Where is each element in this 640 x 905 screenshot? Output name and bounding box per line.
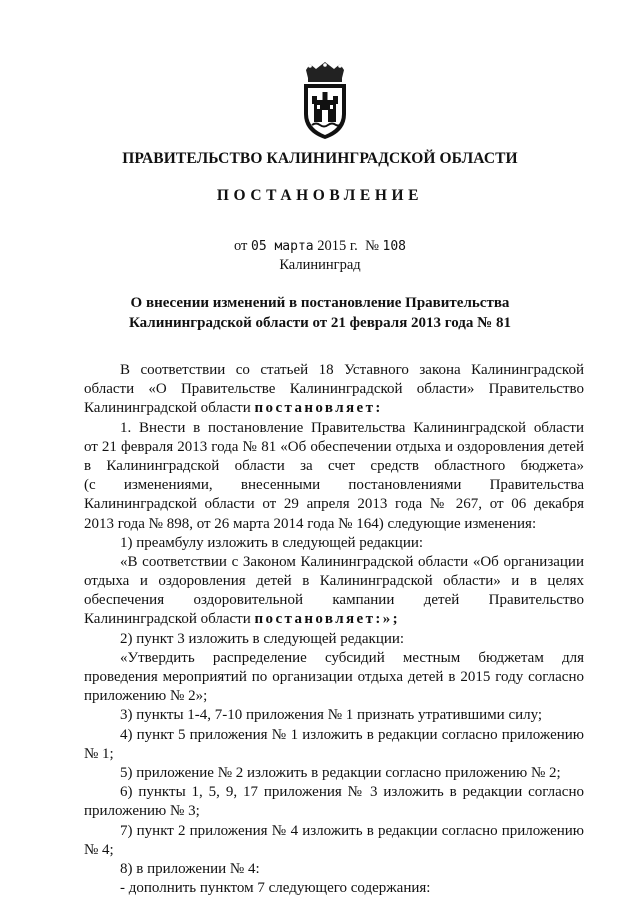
document-date-line (0, 238, 640, 255)
body-line: 1. Внести в постановление Правительства Калининградской области (120, 419, 584, 436)
body-line: (с изменениями, внесенными постановлениями Правительства (84, 477, 584, 494)
body-text: Калининградской области (84, 400, 255, 417)
body-line: № 4; (84, 841, 114, 858)
list-item: - дополнить пунктом 7 следующего содержания: (120, 880, 431, 897)
list-item: 7) пункт 2 приложения № 4 изложить в редакции согласно приложению (120, 822, 584, 839)
body-line: в Калининградской области за счет средств областного бюджета» (84, 457, 584, 474)
document-body (84, 361, 584, 898)
date-prefix: от (233, 238, 248, 254)
list-item: 6) пункты 1, 5, 9, 17 приложения № 3 изложить в редакции согласно (120, 784, 584, 801)
city: Калининград (279, 257, 361, 273)
document-title (0, 293, 640, 333)
title-line: Калининградской области от 21 февраля 2013 года № 81 (129, 315, 511, 331)
list-item: 2) пункт 3 изложить в следующей редакции: (120, 630, 405, 647)
list-item: 5) приложение № 2 изложить в редакции согласно приложению № 2; (120, 764, 561, 781)
body-line: области «О Правительстве Калининградской области» Правительство (84, 381, 584, 398)
title-line: О внесении изменений в постановление Правительства (130, 295, 510, 311)
body-line: от 21 февраля 2013 года № 81 «Об обеспечении отдыха и оздоровления детей (84, 438, 584, 455)
list-item: 4) пункт 5 приложения № 1 изложить в редакции согласно приложению (120, 726, 584, 743)
list-item: 1) преамбулу изложить в следующей редакции: (120, 534, 424, 551)
resolves-word: постановляет:»; (254, 611, 401, 628)
body-line: «В соответствии с Законом Калининградской области «Об организации (120, 553, 584, 570)
date-year: 2015 г. (317, 238, 358, 254)
body-line: Калининградской области от 29 апреля 2013 года № 267, от 06 декабря (84, 496, 584, 513)
list-item: 3) пункты 1-4, 7-10 приложения № 1 признать утратившими силу; (120, 707, 543, 724)
date-value: 05 марта (251, 239, 314, 254)
body-line: В соответствии со статьей 18 Уставного закона Калининградской (120, 362, 584, 378)
government-name: ПРАВИТЕЛЬСТВО КАЛИНИНГРАДСКОЙ ОБЛАСТИ (122, 150, 518, 167)
body-line (84, 399, 584, 418)
list-item: 8) в приложении № 4: (120, 860, 260, 877)
coat-of-arms-icon (296, 62, 354, 140)
body-line: «Утвердить распределение субсидий местным бюджетам для (120, 649, 584, 666)
body-line: приложению № 3; (84, 803, 200, 820)
body-line: отдыха и оздоровления детей в Калининградской области» и в целях (84, 573, 584, 590)
body-text: Калининградской области (84, 611, 255, 628)
number-sign: № (365, 238, 379, 254)
body-line: приложению № 2»; (84, 688, 208, 705)
body-line: № 1; (84, 745, 114, 762)
body-line (84, 610, 584, 629)
body-line: обеспечения оздоровительной кампании детей Правительство (84, 592, 584, 609)
body-line: 2013 года № 898, от 26 марта 2014 года № 164) следующие изменения: (84, 515, 537, 532)
document-number: 108 (382, 239, 407, 254)
document-type: ПОСТАНОВЛЕНИЕ (216, 187, 424, 204)
body-line: проведения мероприятий по организации отдыха детей в 2015 году согласно (84, 669, 584, 685)
resolves-word: постановляет: (254, 400, 383, 417)
